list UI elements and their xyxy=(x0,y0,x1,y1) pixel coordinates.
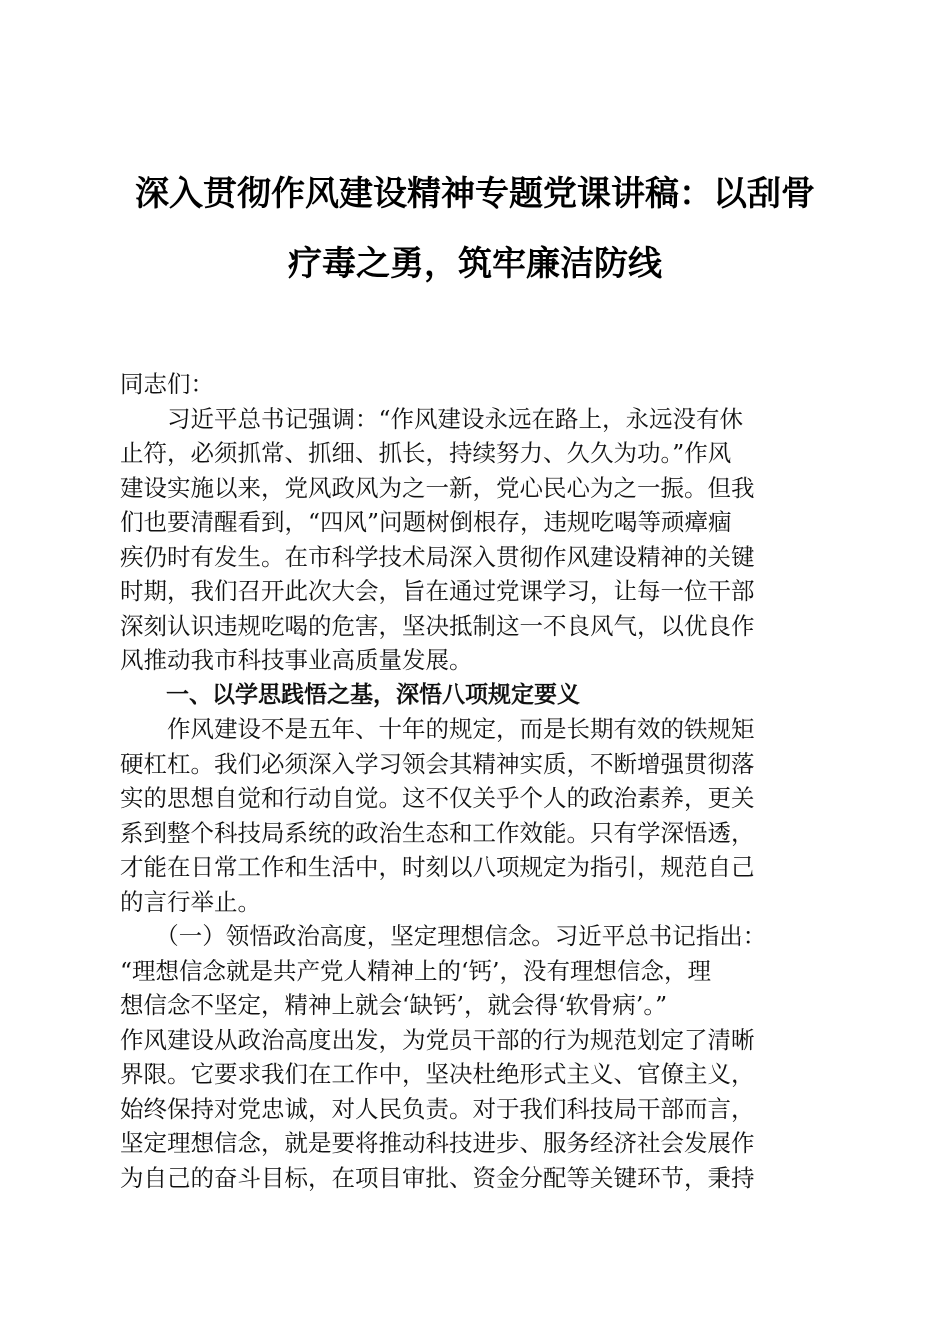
body-line: 止符，必须抓常、抓细、抓长，持续努力、久久为功。”作风 xyxy=(120,439,732,467)
document-title-line-1: 深入贯彻作风建设精神专题党课讲稿：以刮骨 xyxy=(135,174,815,214)
body-line: 实的思想自觉和行动自觉。这不仅关乎个人的政治素养，更关 xyxy=(120,784,755,812)
body-line: 时期，我们召开此次大会，旨在通过党课学习，让每一位干部 xyxy=(120,577,755,605)
body-line: 界限。它要求我们在工作中，坚决杜绝形式主义、官僚主义， xyxy=(120,1060,755,1088)
body-line: 深刻认识违规吃喝的危害，坚决抵制这一不良风气，以优良作 xyxy=(120,611,755,640)
body-line: 习近平总书记强调：“作风建设永远在路上，永远没有休 xyxy=(120,404,744,433)
body-line: 才能在日常工作和生活中，时刻以八项规定为指引，规范自己 xyxy=(120,853,755,881)
body-line: 系到整个科技局系统的政治生态和工作效能。只有学深悟透， xyxy=(120,818,755,847)
body-line: 作风建设不是五年、十年的规定，而是长期有效的铁规矩 xyxy=(120,715,755,743)
body-line: 风推动我市科技事业高质量发展。 xyxy=(120,646,473,674)
body-line: 始终保持对党忠诚，对人民负责。对于我们科技局干部而言， xyxy=(120,1094,755,1123)
body-line: 想信念不坚定，精神上就会‘缺钙’，就会得‘软骨病’。” xyxy=(120,991,668,1019)
document-body xyxy=(120,367,835,1195)
body-line: 硬杠杠。我们必须深入学习领会其精神实质，不断增强贯彻落 xyxy=(120,749,755,778)
body-line: 疾仍时有发生。在市科学技术局深入贯彻作风建设精神的关键 xyxy=(120,542,755,571)
body-line: 们也要清醒看到，“四风”问题树倒根存，违规吃喝等顽瘴痼 xyxy=(120,508,732,536)
body-line: 为自己的奋斗目标，在项目审批、资金分配等关键环节，秉持 xyxy=(120,1163,755,1192)
body-line: 的言行举止。 xyxy=(120,887,261,916)
subsection-line: （一）领悟政治高度，坚定理想信念。习近平总书记指出： xyxy=(120,922,767,950)
body-line: 建设实施以来，党风政风为之一新，党心民心为之一振。但我 xyxy=(120,473,755,502)
body-line: “理想信念就是共产党人精神上的‘钙’，没有理想信念，理 xyxy=(120,956,711,985)
document-title-line-2: 疗毒之勇，筑牢廉洁防线 xyxy=(288,244,662,284)
section-heading-1: 一、以学思践悟之基，深悟八项规定要义 xyxy=(120,681,580,708)
salutation: 同志们： xyxy=(120,370,214,398)
body-line: 坚定理想信念，就是要将推动科技进步、服务经济社会发展作 xyxy=(120,1129,755,1157)
body-line: 作风建设从政治高度出发，为党员干部的行为规范划定了清晰 xyxy=(120,1025,755,1054)
